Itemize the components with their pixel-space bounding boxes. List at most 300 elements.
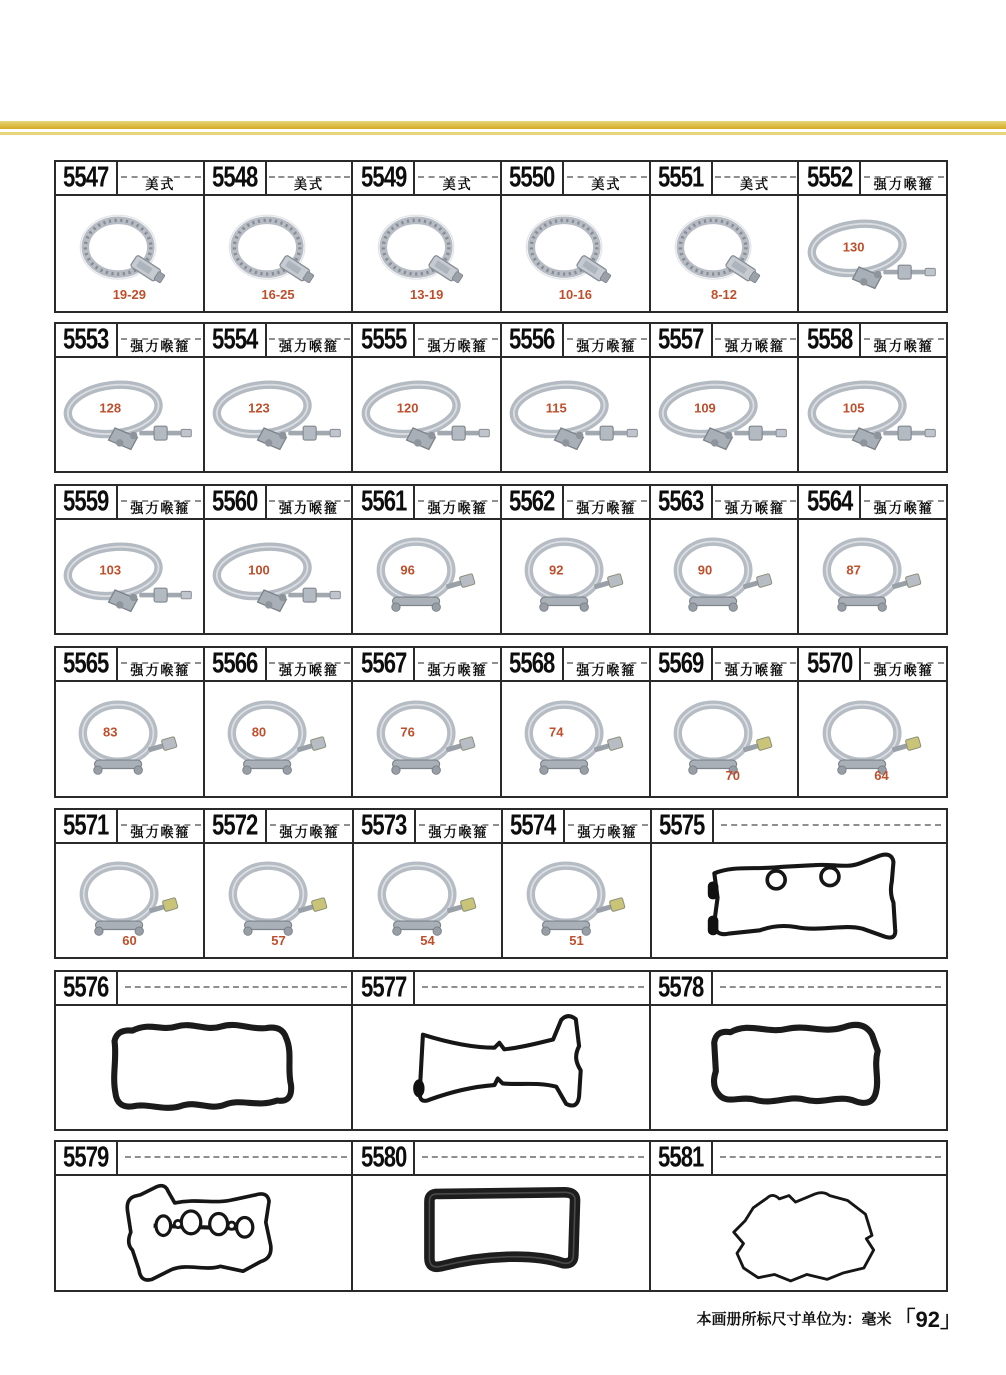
product-cell	[351, 324, 500, 471]
size-label: 51	[569, 933, 584, 948]
product-code	[205, 648, 267, 680]
catalog-row	[54, 970, 948, 1131]
valve-cover-gasket-image	[660, 1007, 936, 1129]
label-area	[861, 162, 946, 194]
size-label: 92	[549, 562, 564, 578]
label-area	[267, 324, 352, 356]
product-code	[503, 810, 565, 842]
label-area	[118, 486, 203, 518]
t-bolt-clamp-image	[208, 523, 348, 630]
cell-header	[353, 486, 500, 520]
product-code	[651, 1142, 713, 1174]
t-bolt-clamp-image	[512, 691, 638, 788]
product-code-text: 5577	[360, 972, 407, 1004]
product-code-text: 5564	[806, 486, 853, 518]
size-label: 128	[99, 400, 122, 416]
product-photo	[353, 520, 500, 633]
product-code-text: 5580	[360, 1142, 407, 1174]
product-photo	[205, 196, 352, 311]
t-bolt-clamp-image	[364, 528, 490, 625]
product-type-label: 美式	[740, 177, 771, 192]
valve-cover-gasket-image	[363, 1176, 639, 1290]
cell-header	[56, 648, 203, 682]
cell-header	[651, 648, 798, 682]
product-type-label: 强力喉箍	[279, 501, 340, 516]
product-cell	[649, 324, 798, 471]
product-code-text: 5548	[211, 162, 258, 194]
product-cell	[649, 1142, 946, 1290]
product-cell	[56, 810, 203, 957]
label-area	[118, 648, 203, 680]
product-code	[651, 324, 713, 356]
product-cell	[351, 486, 500, 633]
product-photo	[502, 520, 649, 633]
product-code	[651, 162, 713, 194]
product-code	[353, 486, 415, 518]
product-code-text: 5552	[806, 162, 853, 194]
product-type-label: 强力喉箍	[427, 339, 488, 354]
valve-cover-gasket-image	[663, 844, 935, 957]
product-code	[205, 810, 267, 842]
product-cell	[56, 1142, 351, 1290]
valve-cover-gasket-image	[66, 1176, 342, 1290]
label-area	[267, 648, 352, 680]
product-photo	[56, 1176, 351, 1290]
product-photo	[799, 196, 946, 311]
size-label: 10-16	[558, 287, 592, 302]
product-code-text: 5556	[509, 324, 555, 356]
product-code-text: 5562	[509, 486, 555, 518]
cell-header	[353, 162, 500, 196]
catalog-row	[54, 322, 948, 473]
cell-header	[651, 324, 798, 358]
product-photo	[503, 844, 650, 957]
product-photo	[652, 844, 946, 957]
label-area	[415, 648, 500, 680]
product-cell	[56, 324, 203, 471]
product-cell	[203, 648, 352, 796]
t-bolt-clamp-image	[661, 528, 787, 625]
product-code-text: 5555	[360, 324, 407, 356]
label-area	[415, 972, 648, 1004]
product-cell	[797, 648, 946, 796]
size-label: 64	[874, 768, 889, 783]
product-type-label: 美式	[294, 177, 325, 192]
product-code	[799, 486, 861, 518]
product-photo	[799, 682, 946, 796]
label-area	[713, 486, 798, 518]
product-cell	[649, 486, 798, 633]
t-bolt-clamp-image	[512, 528, 638, 625]
dashed-line	[721, 824, 941, 826]
product-photo	[205, 358, 352, 471]
size-label: 130	[842, 239, 865, 255]
size-label: 96	[400, 562, 415, 578]
product-cell	[797, 486, 946, 633]
product-code	[502, 324, 564, 356]
product-photo	[651, 682, 798, 796]
label-area	[713, 324, 798, 356]
product-code-text: 5579	[63, 1142, 109, 1174]
cell-header	[651, 162, 798, 196]
product-type-label: 强力喉箍	[725, 663, 786, 678]
product-photo	[56, 844, 203, 957]
product-type-label: 强力喉箍	[427, 663, 488, 678]
size-label: 90	[697, 562, 713, 578]
cell-header	[353, 1142, 648, 1176]
product-code	[651, 486, 713, 518]
cell-header	[502, 486, 649, 520]
product-photo	[56, 196, 203, 311]
product-photo	[56, 682, 203, 796]
product-type-label: 强力喉箍	[130, 663, 191, 678]
product-code-text: 5553	[63, 324, 109, 356]
product-code-text: 5559	[63, 486, 109, 518]
product-code-text: 5557	[657, 324, 704, 356]
size-label: 103	[99, 562, 122, 578]
product-code	[651, 648, 713, 680]
cell-header	[56, 1142, 351, 1176]
product-cell	[203, 486, 352, 633]
product-photo	[353, 196, 500, 311]
product-type-label: 强力喉箍	[279, 663, 340, 678]
cell-header	[651, 1142, 946, 1176]
t-bolt-clamp-image	[803, 361, 943, 468]
product-code-text: 5558	[806, 324, 853, 356]
label-area	[861, 324, 946, 356]
product-code-text: 5565	[63, 648, 109, 680]
label-area	[713, 1142, 946, 1174]
product-code-text: 5561	[360, 486, 407, 518]
dashed-line	[125, 986, 347, 988]
t-bolt-clamp-image	[803, 200, 943, 307]
size-label: 87	[846, 562, 861, 578]
cell-header	[799, 324, 946, 358]
t-bolt-clamp-image	[810, 691, 936, 788]
cell-header	[205, 810, 352, 844]
product-cell	[501, 810, 650, 957]
product-type-label: 强力喉箍	[577, 825, 638, 840]
size-label: 16-25	[261, 287, 295, 302]
gold-stripe-thin	[0, 132, 1006, 135]
product-cell	[56, 162, 203, 311]
size-label: 60	[122, 933, 137, 948]
product-type-label: 强力喉箍	[725, 339, 786, 354]
product-code-text: 5550	[509, 162, 555, 194]
product-cell	[797, 324, 946, 471]
catalog-row	[54, 160, 948, 313]
t-bolt-clamp-image	[654, 361, 794, 468]
label-area	[415, 1142, 648, 1174]
size-label: 80	[251, 724, 267, 740]
cell-header	[56, 486, 203, 520]
product-code	[56, 972, 118, 1004]
product-photo	[56, 520, 203, 633]
product-photo	[502, 682, 649, 796]
t-bolt-clamp-image	[357, 361, 497, 468]
valve-cover-gasket-image	[363, 1007, 639, 1129]
product-type-label: 强力喉箍	[873, 177, 934, 192]
t-bolt-clamp-image	[505, 361, 645, 468]
t-bolt-clamp-image	[810, 528, 936, 625]
product-photo	[502, 196, 649, 311]
size-label: 105	[842, 400, 865, 416]
product-code-text: 5567	[360, 648, 407, 680]
label-area	[564, 648, 649, 680]
product-code-text: 5551	[657, 162, 704, 194]
product-cell	[203, 162, 352, 311]
product-type-label: 强力喉箍	[130, 501, 191, 516]
product-type-label: 强力喉箍	[576, 663, 637, 678]
product-type-label: 强力喉箍	[279, 825, 340, 840]
product-cell	[500, 648, 649, 796]
cell-header	[205, 648, 352, 682]
cell-header	[56, 810, 203, 844]
cell-header	[502, 648, 649, 682]
product-code-text: 5566	[211, 648, 258, 680]
product-photo	[651, 520, 798, 633]
product-code-text: 5549	[360, 162, 407, 194]
product-code-text: 5547	[63, 162, 109, 194]
label-area	[564, 486, 649, 518]
size-label: 83	[103, 724, 118, 740]
label-area	[565, 810, 650, 842]
product-code	[502, 486, 564, 518]
product-code	[651, 972, 713, 1004]
product-type-label: 强力喉箍	[576, 339, 637, 354]
product-photo	[205, 682, 352, 796]
product-cell	[56, 972, 351, 1129]
product-code-text: 5560	[211, 486, 258, 518]
product-photo	[651, 1006, 946, 1129]
size-label: 70	[725, 768, 741, 783]
label-area	[415, 486, 500, 518]
product-code	[205, 486, 267, 518]
product-photo	[205, 844, 352, 957]
catalog-row	[54, 646, 948, 798]
label-area	[416, 810, 501, 842]
t-bolt-clamp-image	[59, 361, 199, 468]
product-type-label: 强力喉箍	[279, 339, 340, 354]
label-area	[118, 810, 203, 842]
product-photo	[353, 1006, 648, 1129]
product-cell	[500, 324, 649, 471]
product-photo	[353, 682, 500, 796]
product-code-text: 5578	[657, 972, 704, 1004]
label-area	[118, 972, 351, 1004]
product-code	[56, 648, 118, 680]
product-cell	[649, 162, 798, 311]
cell-header	[353, 972, 648, 1006]
cell-header	[799, 162, 946, 196]
product-type-label: 强力喉箍	[873, 339, 934, 354]
product-cell	[203, 324, 352, 471]
gold-stripe-thick	[0, 121, 1006, 129]
size-label: 76	[400, 724, 415, 740]
product-code-text: 5563	[657, 486, 704, 518]
product-type-label: 强力喉箍	[873, 501, 934, 516]
label-area	[564, 324, 649, 356]
label-area	[118, 1142, 351, 1174]
cell-header	[652, 810, 946, 844]
product-code	[353, 162, 415, 194]
label-area	[713, 648, 798, 680]
product-code	[205, 162, 267, 194]
product-code	[799, 324, 861, 356]
t-bolt-clamp-image	[66, 691, 192, 788]
valve-cover-gasket-image	[66, 1007, 342, 1129]
product-cell	[351, 972, 648, 1129]
cell-header	[205, 324, 352, 358]
product-code	[353, 648, 415, 680]
product-type-label: 强力喉箍	[428, 825, 489, 840]
product-code	[502, 162, 564, 194]
product-cell	[650, 810, 946, 957]
product-cell	[649, 648, 798, 796]
dashed-line	[422, 986, 644, 988]
product-code	[799, 162, 861, 194]
cell-header	[56, 324, 203, 358]
product-code-text: 5573	[361, 810, 407, 842]
size-label: 57	[271, 933, 286, 948]
product-cell	[56, 486, 203, 633]
cell-header	[353, 324, 500, 358]
cell-header	[354, 810, 501, 844]
valve-cover-gasket-image	[660, 1176, 936, 1290]
product-code-text: 5554	[211, 324, 258, 356]
product-code-text: 5575	[659, 810, 705, 842]
label-area	[118, 162, 203, 194]
size-label: 123	[248, 400, 270, 416]
product-code	[652, 810, 714, 842]
label-area	[415, 324, 500, 356]
size-label: 115	[545, 400, 567, 416]
product-photo	[56, 358, 203, 471]
product-type-label: 强力喉箍	[427, 501, 488, 516]
catalog-row	[54, 1140, 948, 1292]
label-area	[415, 162, 500, 194]
product-code	[205, 324, 267, 356]
product-code	[56, 1142, 118, 1174]
product-code	[799, 648, 861, 680]
size-label: 100	[248, 562, 270, 578]
product-photo	[502, 358, 649, 471]
cell-header	[502, 162, 649, 196]
product-type-label: 强力喉箍	[130, 825, 191, 840]
cell-header	[205, 162, 352, 196]
catalog-row	[54, 484, 948, 635]
cell-header	[205, 486, 352, 520]
product-cell	[351, 648, 500, 796]
catalog-row	[54, 808, 948, 959]
product-photo	[651, 358, 798, 471]
product-cell	[56, 648, 203, 796]
product-code-text: 5572	[212, 810, 258, 842]
dashed-line	[720, 986, 942, 988]
product-photo	[205, 520, 352, 633]
t-bolt-clamp-image	[59, 523, 199, 630]
label-area	[564, 162, 649, 194]
product-code	[56, 486, 118, 518]
product-code-text: 5568	[509, 648, 555, 680]
footer-note: 本画册所标尺寸单位为：毫米	[696, 1311, 892, 1328]
size-label: 13-19	[410, 287, 444, 302]
label-area	[267, 810, 352, 842]
product-cell	[351, 1142, 648, 1290]
product-cell	[500, 162, 649, 311]
product-photo	[799, 520, 946, 633]
cell-header	[799, 486, 946, 520]
product-type-label: 强力喉箍	[873, 663, 934, 678]
product-code-text: 5571	[63, 810, 109, 842]
product-cell	[797, 162, 946, 311]
product-photo	[353, 1176, 648, 1290]
product-type-label: 强力喉箍	[576, 501, 637, 516]
product-code	[353, 1142, 415, 1174]
t-bolt-clamp-image	[364, 691, 490, 788]
product-code-text: 5576	[63, 972, 109, 1004]
product-code-text: 5569	[657, 648, 704, 680]
dashed-line	[125, 1156, 347, 1158]
product-code-text: 5581	[657, 1142, 704, 1174]
product-code-text: 5574	[510, 810, 556, 842]
label-area	[713, 162, 798, 194]
t-bolt-clamp-image	[661, 691, 787, 788]
cell-header	[353, 648, 500, 682]
product-photo	[354, 844, 501, 957]
label-area	[267, 486, 352, 518]
product-code	[56, 324, 118, 356]
product-cell	[352, 810, 501, 957]
cell-header	[503, 810, 650, 844]
dashed-line	[422, 1156, 644, 1158]
product-code	[353, 324, 415, 356]
product-cell	[351, 162, 500, 311]
product-photo	[353, 358, 500, 471]
size-label: 120	[396, 400, 419, 416]
product-code-text: 5570	[806, 648, 853, 680]
product-photo	[799, 358, 946, 471]
label-area	[118, 324, 203, 356]
product-cell	[203, 810, 352, 957]
product-code	[502, 648, 564, 680]
label-area	[714, 810, 946, 842]
product-cell	[500, 486, 649, 633]
product-code	[353, 972, 415, 1004]
product-code	[56, 162, 118, 194]
size-label: 8-12	[711, 287, 738, 302]
size-label: 109	[694, 400, 716, 416]
cell-header	[799, 648, 946, 682]
t-bolt-clamp-image	[208, 361, 348, 468]
product-type-label: 美式	[442, 177, 473, 192]
size-label: 54	[420, 933, 435, 948]
label-area	[861, 486, 946, 518]
product-type-label: 强力喉箍	[130, 339, 191, 354]
cell-header	[651, 972, 946, 1006]
product-photo	[651, 1176, 946, 1290]
product-type-label: 强力喉箍	[725, 501, 786, 516]
product-photo	[56, 1006, 351, 1129]
product-cell	[649, 972, 946, 1129]
page-number: 「92」	[893, 1307, 962, 1332]
label-area	[861, 648, 946, 680]
cell-header	[56, 162, 203, 196]
product-code	[56, 810, 118, 842]
product-type-label: 美式	[145, 177, 176, 192]
cell-header	[502, 324, 649, 358]
footer	[697, 1303, 963, 1334]
